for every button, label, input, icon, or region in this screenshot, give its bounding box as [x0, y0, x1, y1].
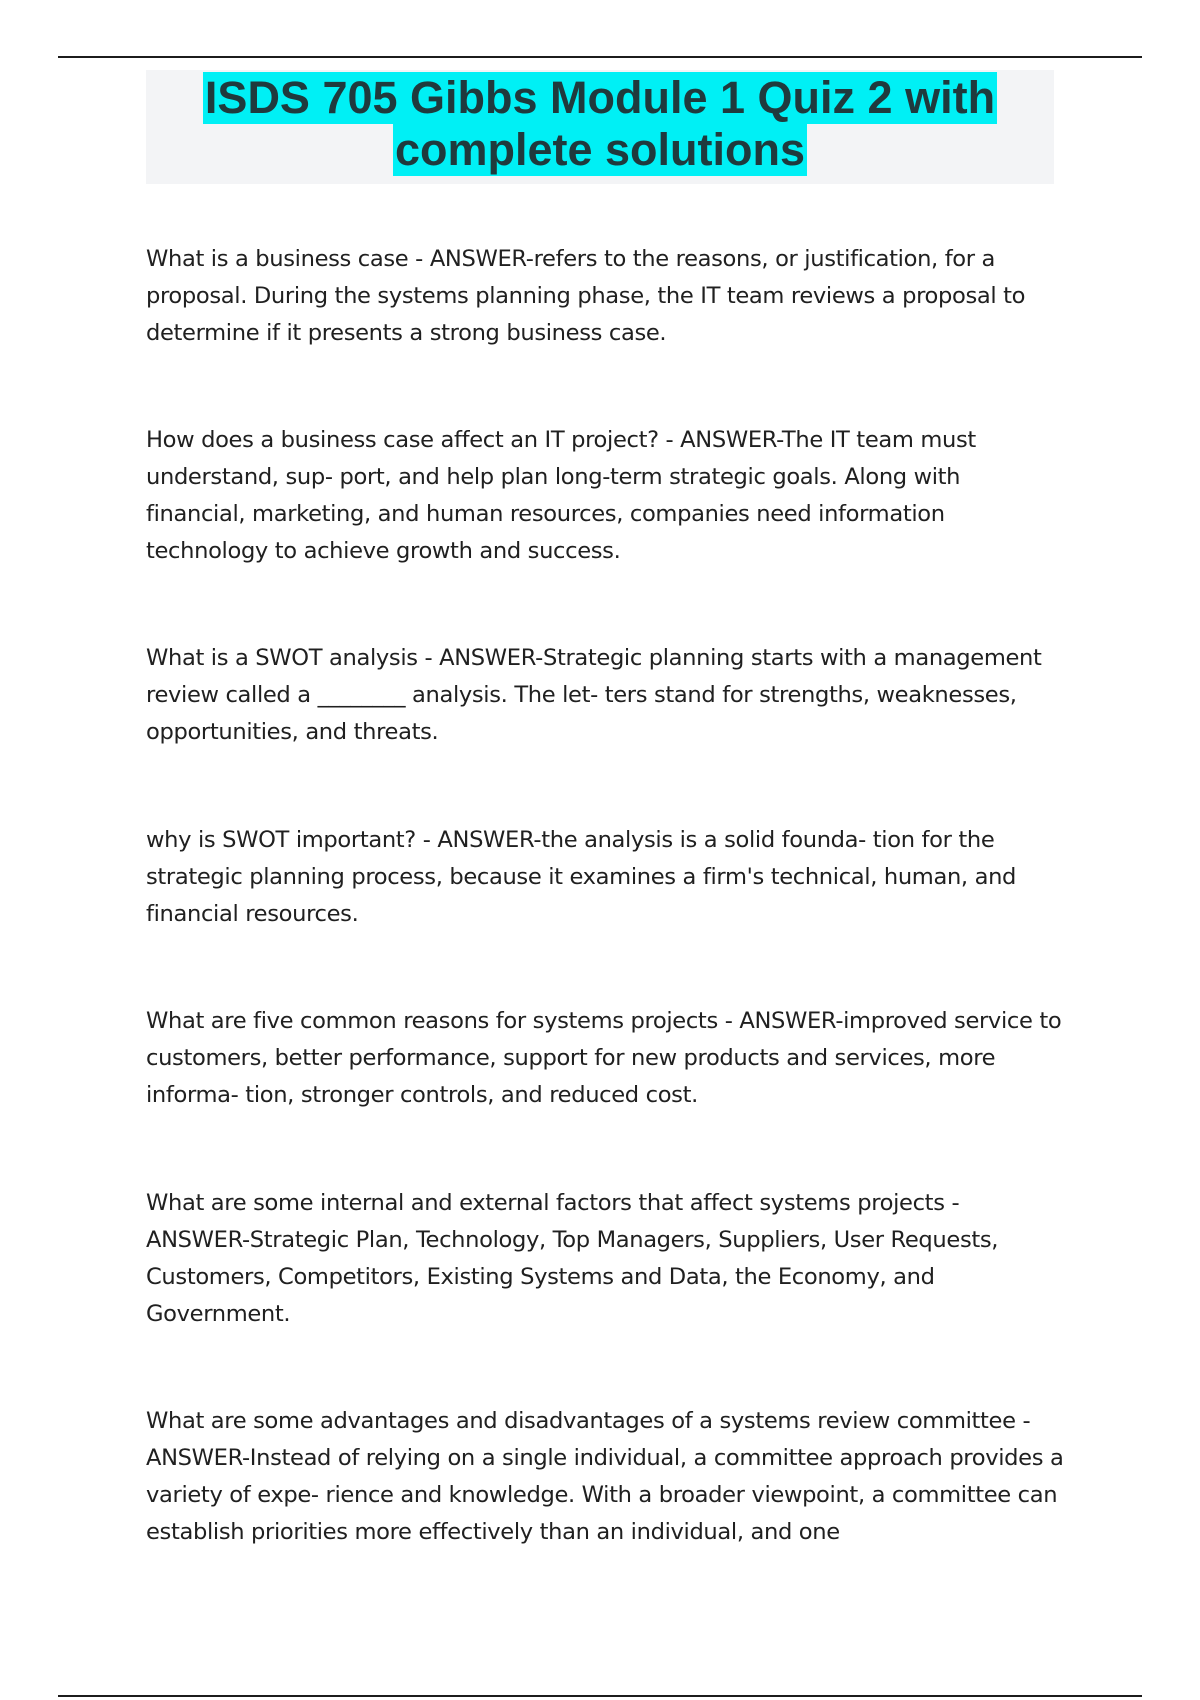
qa-paragraph-1: What is a business case - ANSWER-refers to the reasons, or justification, for a proposal. During the systems planning phase, the IT team reviews a proposal to determine if it presents a strong business case. — [146, 246, 1026, 346]
document-title — [146, 70, 1054, 184]
qa-paragraph-3: What is a SWOT analysis - ANSWER-Strategic planning starts with a management review called a ________ analysis. The let- ters stand for strengths, weaknesses, opportunities, and threats. — [146, 645, 1042, 745]
qa-paragraph-4: why is SWOT important? - ANSWER-the analysis is a solid founda- tion for the strategic planning process, because it examines a firm's technical, human, and financial resources. — [146, 827, 1017, 927]
title-line-2: complete solutions — [394, 124, 806, 175]
qa-paragraph-2: How does a business case affect an IT project? - ANSWER-The IT team must understand, sup- port, and help plan long-term strategic goals. Along with financial, marketing, and human resources, companies need information technology to achieve growth and success. — [146, 427, 976, 564]
qa-paragraph-7: What are some advantages and disadvantages of a systems review committee - ANSWER-Instead of relying on a single individual, a committee approach provides a variety of expe- rience and knowledge. With a broader viewpoint, a committee can establish priorities more effectively than an individual, and one — [146, 1408, 1064, 1545]
qa-paragraph-6: What are some internal and external factors that affect systems projects - ANSWER-Strategic Plan, Technology, Top Managers, Suppliers, User Requests, Customers, Competitors, Existing Systems and Data, the Economy, and Government. — [146, 1190, 999, 1327]
qa-paragraph-5: What are five common reasons for systems projects - ANSWER-improved service to customers, better performance, support for new products and services, more informa- tion, stronger controls, and reduced cost. — [146, 1008, 1062, 1108]
title-line-1: ISDS 705 Gibbs Module 1 Quiz 2 with — [204, 72, 996, 123]
header-rule — [58, 56, 1142, 58]
footer-rule — [58, 1695, 1142, 1697]
